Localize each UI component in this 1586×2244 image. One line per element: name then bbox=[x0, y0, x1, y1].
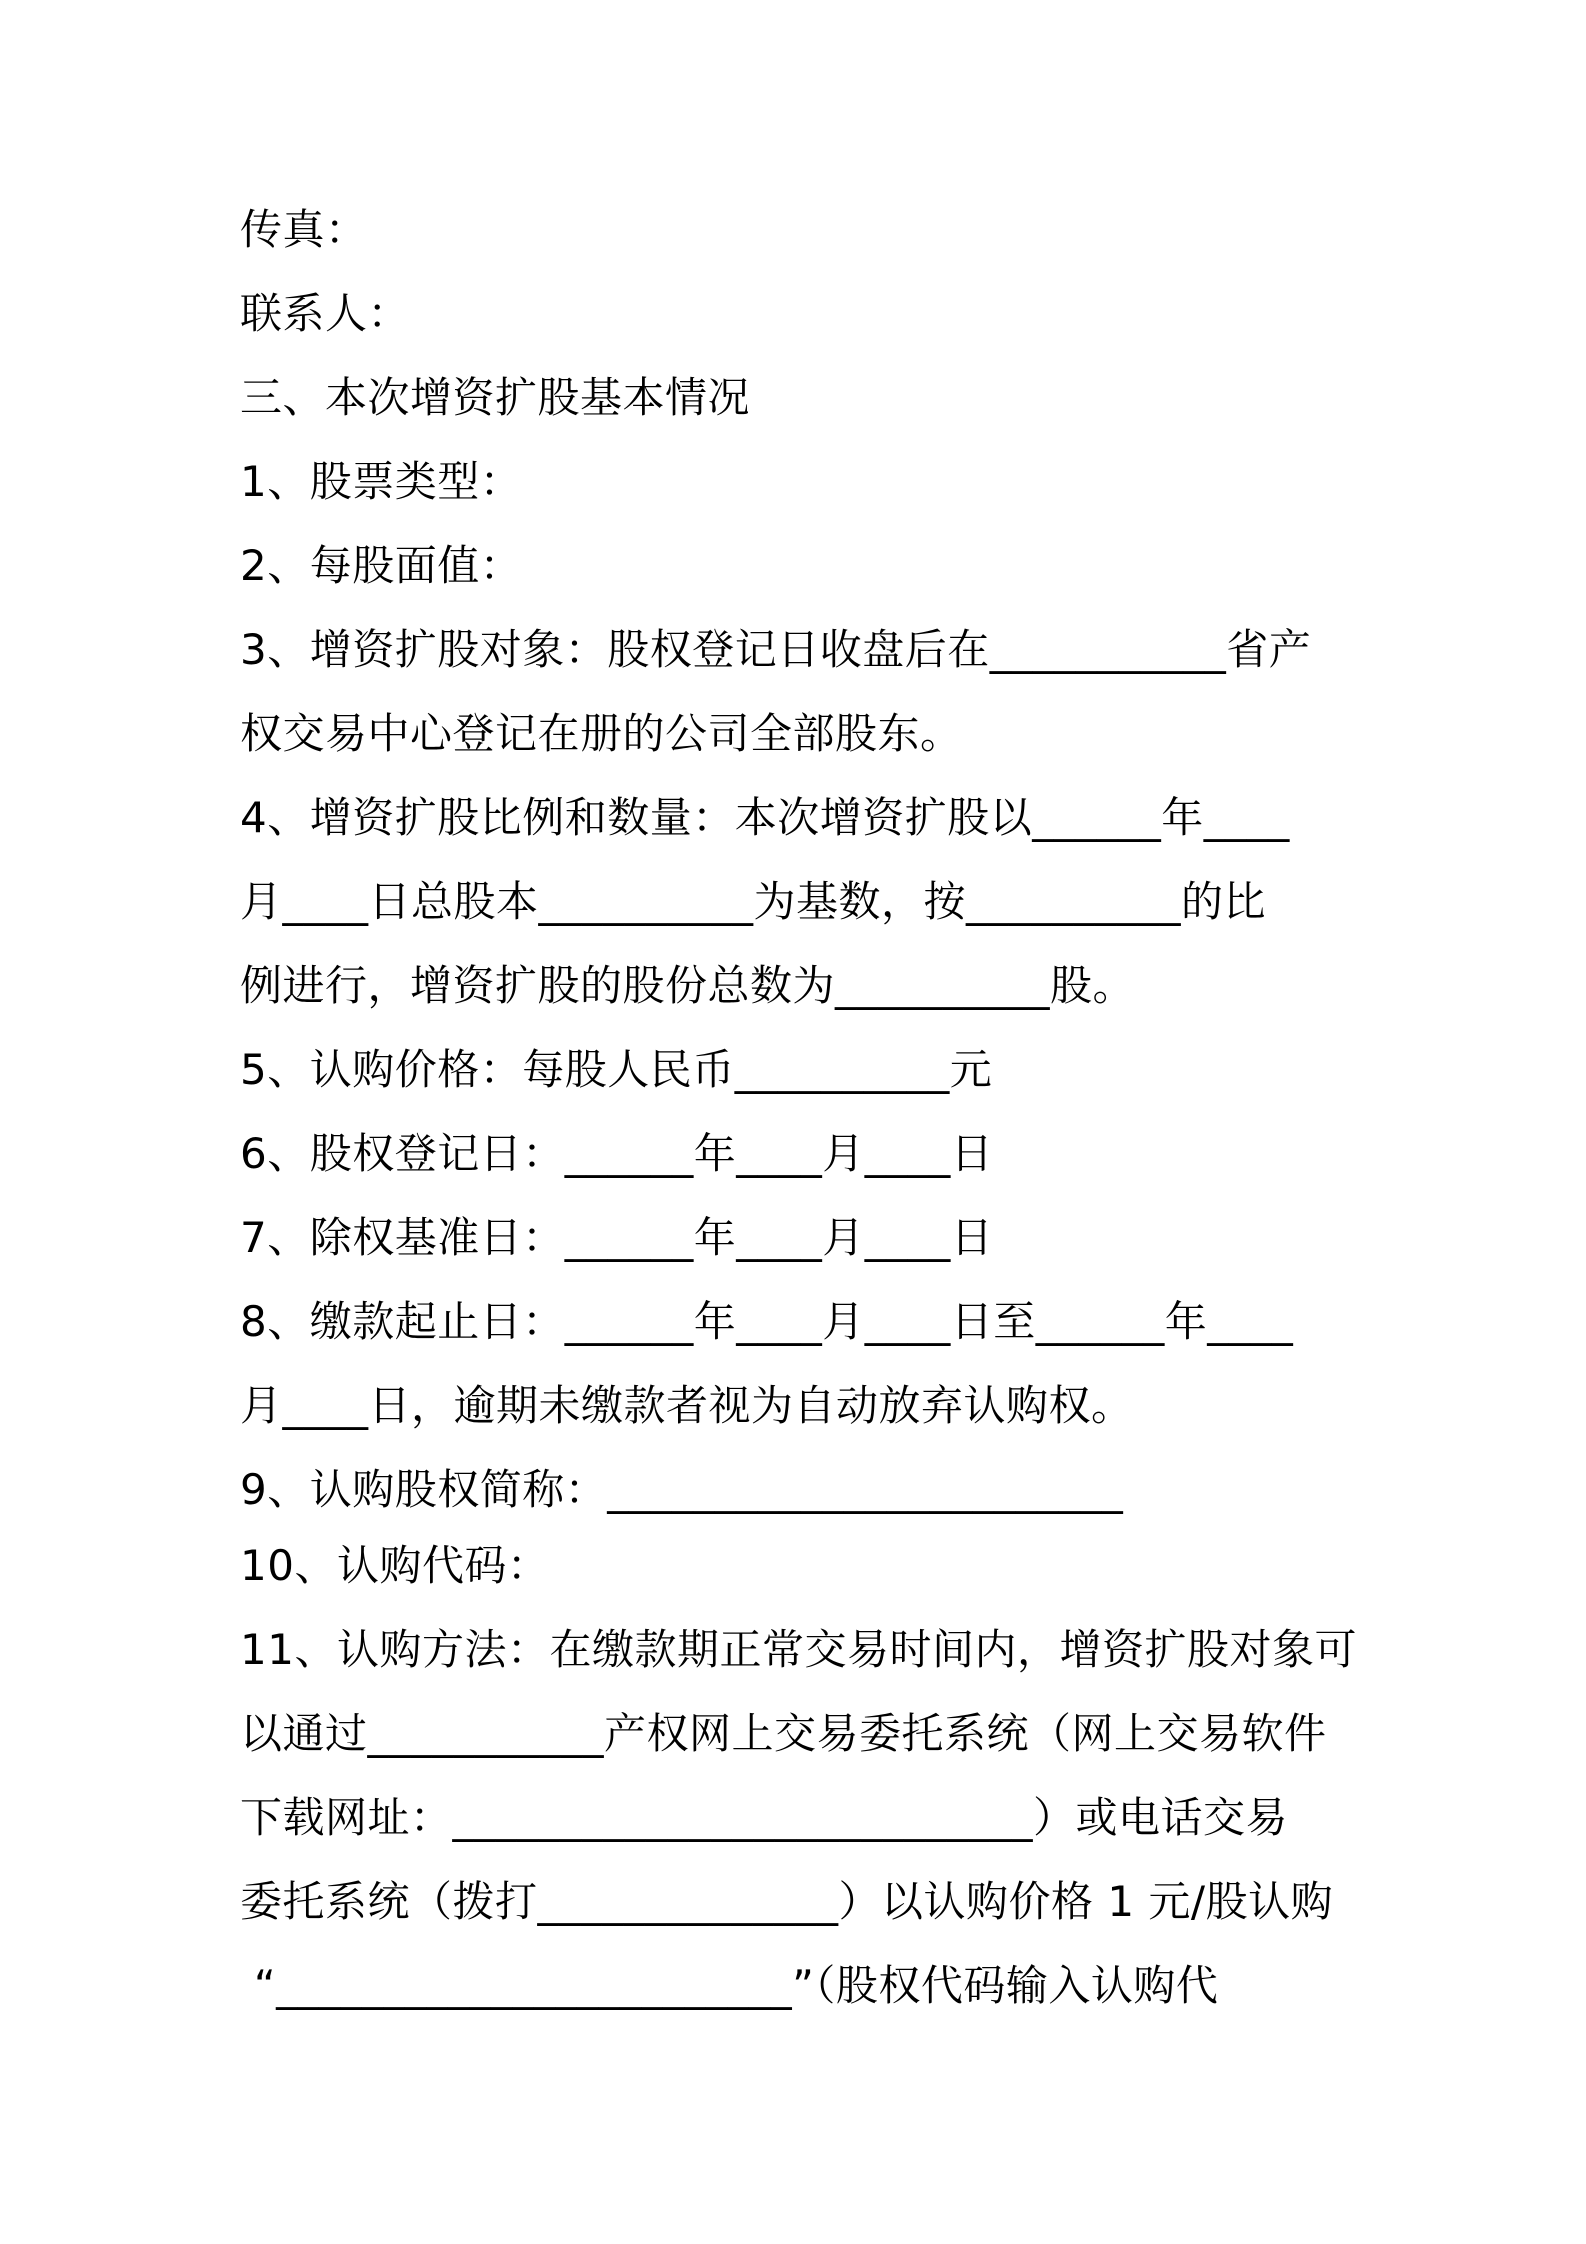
fax-line: 传真： bbox=[240, 205, 368, 254]
item-target-line-1: 3、增资扩股对象：股权登记日收盘后在___________省产 bbox=[240, 625, 1312, 674]
item-price: 5、认购价格：每股人民币__________元 bbox=[240, 1045, 993, 1094]
item-par-value: 2、每股面值： bbox=[240, 541, 523, 590]
item-ratio-line-2: 月____日总股本__________为基数，按__________的比 bbox=[240, 877, 1267, 926]
item-code: 10、认购代码： bbox=[240, 1541, 550, 1590]
item-ratio-line-1: 4、增资扩股比例和数量：本次增资扩股以______年____ bbox=[240, 793, 1290, 842]
contact-person-line: 联系人： bbox=[240, 289, 411, 338]
item-payment-period-line-1: 8、缴款起止日：______年____月____日至______年____ bbox=[240, 1297, 1294, 1346]
item-method-line-1: 11、认购方法：在缴款期正常交易时间内，增资扩股对象可 bbox=[240, 1625, 1357, 1674]
section-heading: 三、本次增资扩股基本情况 bbox=[240, 373, 751, 422]
item-stock-type: 1、股票类型： bbox=[240, 457, 523, 506]
item-method-line-4: 委托系统（拨打______________）以认购价格 1 元/股认购 bbox=[240, 1877, 1334, 1926]
item-method-line-2: 以通过___________产权网上交易委托系统（网上交易软件 bbox=[240, 1709, 1327, 1758]
item-target-line-2: 权交易中心登记在册的公司全部股东。 bbox=[240, 709, 963, 758]
item-payment-period-line-2: 月____日，逾期未缴款者视为自动放弃认购权。 bbox=[240, 1381, 1134, 1430]
item-record-date: 6、股权登记日：______年____月____日 bbox=[240, 1129, 994, 1178]
item-method-line-3: 下载网址：___________________________）或电话交易 bbox=[240, 1793, 1289, 1842]
item-ratio-line-3: 例进行，增资扩股的股份总数为__________股。 bbox=[240, 961, 1136, 1010]
item-short-name: 9、认购股权简称：________________________ bbox=[240, 1465, 1124, 1514]
item-method-line-5: “________________________”（股权代码输入认购代 bbox=[240, 1961, 1219, 2010]
item-ex-rights-date: 7、除权基准日：______年____月____日 bbox=[240, 1213, 994, 1262]
